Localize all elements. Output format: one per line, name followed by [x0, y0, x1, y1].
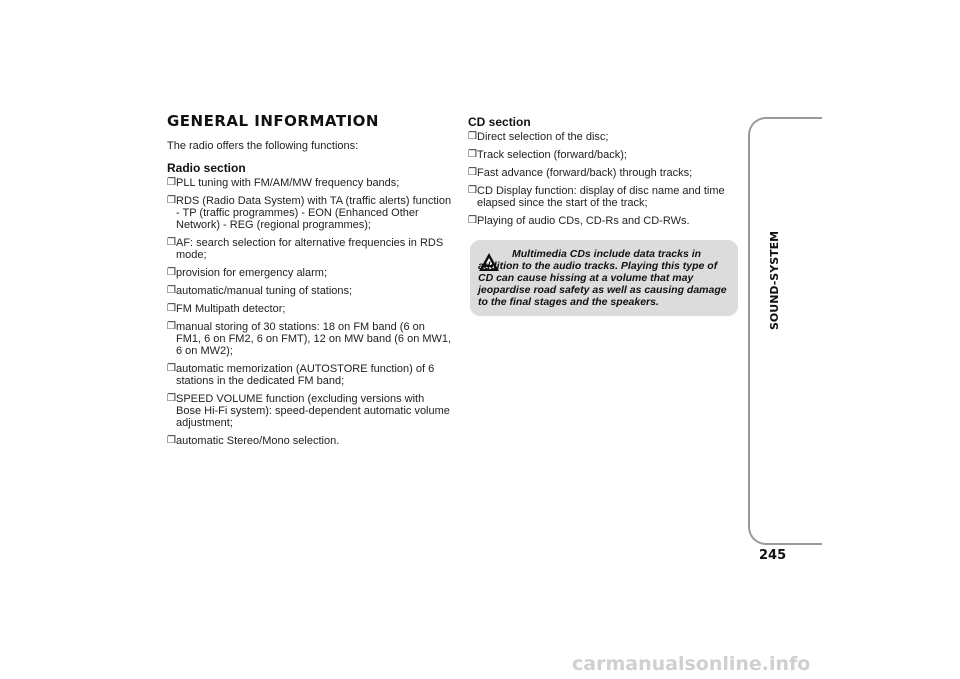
radio-feature-item	[167, 195, 452, 231]
radio-feature-item	[167, 237, 452, 261]
checkbox-bullet-icon: ❒	[167, 435, 176, 446]
radio-feature-item	[167, 177, 452, 189]
page-number: 245	[759, 548, 787, 563]
right-column	[468, 116, 740, 233]
checkbox-bullet-icon: ❒	[468, 215, 477, 226]
radio-section-title: Radio section	[167, 161, 246, 175]
radio-feature-item	[167, 267, 452, 279]
radio-feature-item	[167, 435, 452, 447]
section-tab	[748, 117, 822, 545]
cd-feature-list	[468, 131, 740, 227]
radio-feature-item	[167, 321, 452, 357]
list-item-text: Playing of audio CDs, CD-Rs and CD-RWs.	[477, 215, 690, 227]
checkbox-bullet-icon: ❒	[468, 167, 477, 178]
checkbox-bullet-icon: ❒	[167, 177, 176, 188]
cd-feature-item	[468, 167, 740, 179]
list-item-text: SPEED VOLUME function (excluding versions with Bose Hi-Fi system): speed-dependent automatic volume adjustment;	[176, 393, 450, 429]
list-item-text: Direct selection of the disc;	[477, 131, 609, 143]
checkbox-bullet-icon: ❒	[167, 237, 176, 248]
checkbox-bullet-icon: ❒	[167, 285, 176, 296]
list-item-text: AF: search selection for alternative frequencies in RDS mode;	[176, 237, 444, 261]
checkbox-bullet-icon: ❒	[468, 131, 477, 142]
checkbox-bullet-icon: ❒	[167, 303, 176, 314]
left-column	[167, 140, 452, 453]
list-item-text: provision for emergency alarm;	[176, 267, 328, 279]
list-item-text: Fast advance (forward/back) through tracks;	[477, 167, 693, 179]
list-item-text: CD Display function: display of disc name and time elapsed since the start of the track;	[477, 185, 725, 209]
cd-feature-item	[468, 185, 740, 209]
list-item-text: automatic/manual tuning of stations;	[176, 285, 353, 297]
checkbox-bullet-icon: ❒	[167, 321, 176, 332]
section-tab-label: SOUND-SYSTEM	[768, 230, 781, 330]
checkbox-bullet-icon: ❒	[167, 363, 176, 374]
radio-feature-item	[167, 363, 452, 387]
radio-feature-item	[167, 393, 452, 429]
checkbox-bullet-icon: ❒	[167, 267, 176, 278]
warning-text: Multimedia CDs include data tracks in addition to the audio tracks. Playing this type of CD can cause hissing at a volume that may jeopardise road safety as well as causing damage to the final stages and the speakers.	[478, 248, 727, 308]
checkbox-bullet-icon: ❒	[468, 149, 477, 160]
list-item-text: FM Multipath detector;	[176, 303, 286, 315]
checkbox-bullet-icon: ❒	[167, 195, 176, 206]
checkbox-bullet-icon: ❒	[468, 185, 477, 196]
list-item-text: automatic Stereo/Mono selection.	[176, 435, 340, 447]
watermark: carmanualsonline.info	[572, 653, 811, 675]
list-item-text: manual storing of 30 stations: 18 on FM band (6 on FM1, 6 on FM2, 6 on FMT), 12 on MW band (6 on MW1, 6 on MW2);	[176, 321, 452, 357]
list-item-text: automatic memorization (AUTOSTORE function) of 6 stations in the dedicated FM band;	[176, 363, 435, 387]
radio-feature-item	[167, 285, 452, 297]
cd-feature-item	[468, 149, 740, 161]
list-item-text: PLL tuning with FM/AM/MW frequency bands;	[176, 177, 400, 189]
radio-feature-item	[167, 303, 452, 315]
cd-feature-item	[468, 215, 740, 227]
page-heading: GENERAL INFORMATION	[167, 112, 379, 130]
intro-text: The radio offers the following functions:	[167, 140, 359, 152]
list-item-text: Track selection (forward/back);	[477, 149, 627, 161]
list-item-text: RDS (Radio Data System) with TA (traffic alerts) function - TP (traffic programmes) - EON (Enhanced Other Network) - REG (regional programmes);	[176, 195, 452, 231]
radio-feature-list	[167, 177, 452, 447]
cd-section-title: CD section	[468, 115, 531, 129]
cd-feature-item	[468, 131, 740, 143]
checkbox-bullet-icon: ❒	[167, 393, 176, 404]
